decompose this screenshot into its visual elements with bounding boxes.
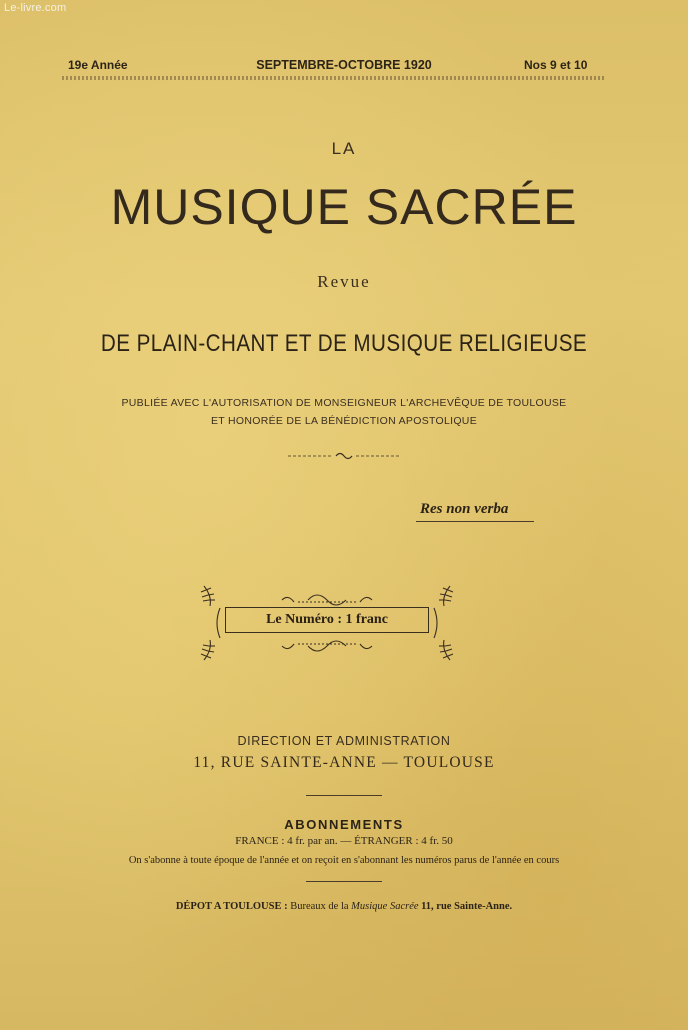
section-divider <box>306 881 382 882</box>
depot-line <box>0 901 688 912</box>
subscriptions-heading: ABONNEMENTS <box>284 817 404 832</box>
journal-title: MUSIQUE SACRÉE <box>110 179 578 235</box>
authorization-line-2: ET HONORÉE DE LA BÉNÉDICTION APOSTOLIQUE <box>210 415 477 427</box>
fleuron-ornament <box>288 451 400 461</box>
price-label: Le Numéro : 1 franc <box>266 612 388 627</box>
revue-label: Revue <box>317 272 371 291</box>
issue-number: Nos 9 et 10 <box>524 58 588 72</box>
issue-date: SEPTEMBRE-OCTOBRE 1920 <box>256 58 432 72</box>
administration-address: 11, RUE SAINTE-ANNE — TOULOUSE <box>193 754 495 771</box>
depot-address: 11, rue Sainte-Anne. <box>421 901 513 912</box>
authorization-line-1: PUBLIÉE AVEC L'AUTORISATION DE MONSEIGNEUR L'ARCHEVÊQUE DE TOULOUSE <box>121 397 567 409</box>
year-label: 19e Année <box>68 58 128 72</box>
header-divider <box>62 76 606 80</box>
depot-label: DÉPOT A TOULOUSE : <box>175 901 288 912</box>
section-divider <box>306 795 382 796</box>
motto: Res non verba <box>420 501 509 517</box>
motto-underline <box>416 521 534 522</box>
depot-text-before: Bureaux de la <box>290 901 349 912</box>
administration-heading: DIRECTION ET ADMINISTRATION <box>237 734 451 748</box>
title-article: LA <box>331 139 357 158</box>
subscription-rates: FRANCE : 4 fr. par an. — ÉTRANGER : 4 fr. 50 <box>235 835 453 847</box>
journal-subtitle: DE PLAIN-CHANT ET DE MUSIQUE RELIGIEUSE <box>100 330 588 357</box>
site-watermark: Le-livre.com <box>4 2 67 14</box>
subscription-note: On s'abonne à toute époque de l'année et on reçoit en s'abonnant les numéros parus de l'année en cours <box>128 855 560 866</box>
depot-journal-name: Musique Sacrée <box>351 901 419 912</box>
